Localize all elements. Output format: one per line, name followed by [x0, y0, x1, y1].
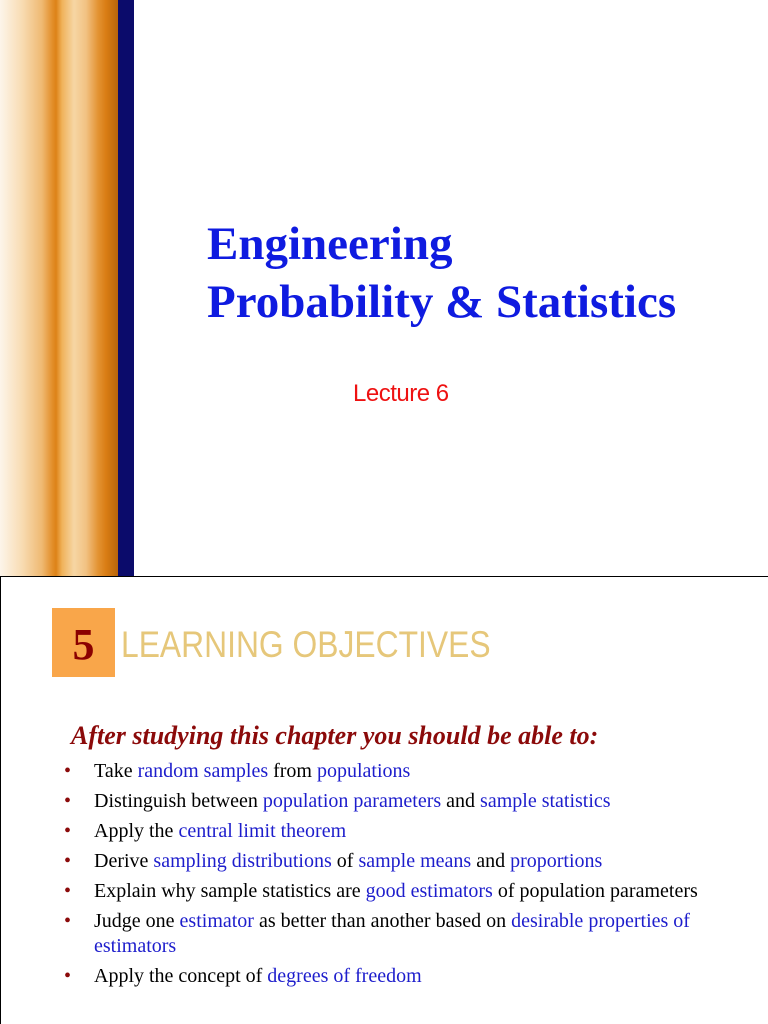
objective-key-term: sampling distributions: [153, 850, 332, 872]
objective-key-term: estimator: [179, 910, 254, 932]
objective-text: Explain why sample statistics are: [94, 880, 366, 902]
lecture-subtitle: Lecture 6: [353, 380, 449, 407]
objective-key-term: degrees of freedom: [267, 965, 422, 987]
title-line-2: Probability & Statistics: [207, 276, 677, 328]
objective-key-term: central limit theorem: [178, 820, 347, 842]
title-line-1: Engineering: [207, 218, 453, 270]
objective-text: Take: [94, 760, 138, 782]
objectives-list: [64, 759, 744, 994]
objective-text: Derive: [94, 850, 154, 872]
objective-item: [64, 909, 744, 959]
objective-text: as better than another based on: [253, 910, 512, 932]
objective-text: Apply the: [94, 820, 179, 842]
objective-key-term: populations: [317, 760, 411, 782]
bullet-icon: •: [64, 880, 72, 902]
section-heading: LEARNING OBJECTIVES: [121, 624, 491, 665]
decorative-gradient-band: [0, 0, 118, 576]
objective-text: and: [441, 790, 481, 812]
bullet-icon: •: [64, 965, 72, 987]
objective-key-term: proportions: [510, 850, 603, 872]
objective-key-term: sample statistics: [480, 790, 611, 812]
objective-text: from: [268, 760, 317, 782]
objective-key-term: random samples: [137, 760, 269, 782]
objective-key-term: sample means: [358, 850, 472, 872]
objective-key-term: population parameters: [262, 790, 442, 812]
slide-title: [207, 215, 676, 331]
objective-item: [64, 789, 744, 814]
objective-key-term: desirable properties of estimators: [94, 910, 690, 957]
bullet-icon: •: [64, 850, 72, 872]
objective-item: [64, 879, 744, 904]
chapter-number-box: 5: [52, 608, 115, 677]
bullet-icon: •: [64, 790, 72, 812]
objective-text: of population parameters: [492, 880, 698, 902]
objective-text: of: [331, 850, 359, 872]
objectives-intro: After studying this chapter you should be able to:: [71, 721, 599, 750]
objective-item: [64, 759, 744, 784]
bullet-icon: •: [64, 820, 72, 842]
objective-text: and: [471, 850, 511, 872]
objective-text: Distinguish between: [94, 790, 263, 812]
objective-item: [64, 819, 744, 844]
bullet-icon: •: [64, 760, 72, 782]
objective-item: [64, 849, 744, 874]
objective-item: [64, 964, 744, 989]
decorative-navy-band: [118, 0, 134, 576]
objectives-slide: [0, 577, 768, 1024]
slide-left-border: [0, 577, 1, 1024]
objective-text: Apply the concept of: [94, 965, 268, 987]
bullet-icon: •: [64, 910, 72, 932]
objective-key-term: good estimators: [365, 880, 493, 902]
objective-text: Judge one: [94, 910, 180, 932]
